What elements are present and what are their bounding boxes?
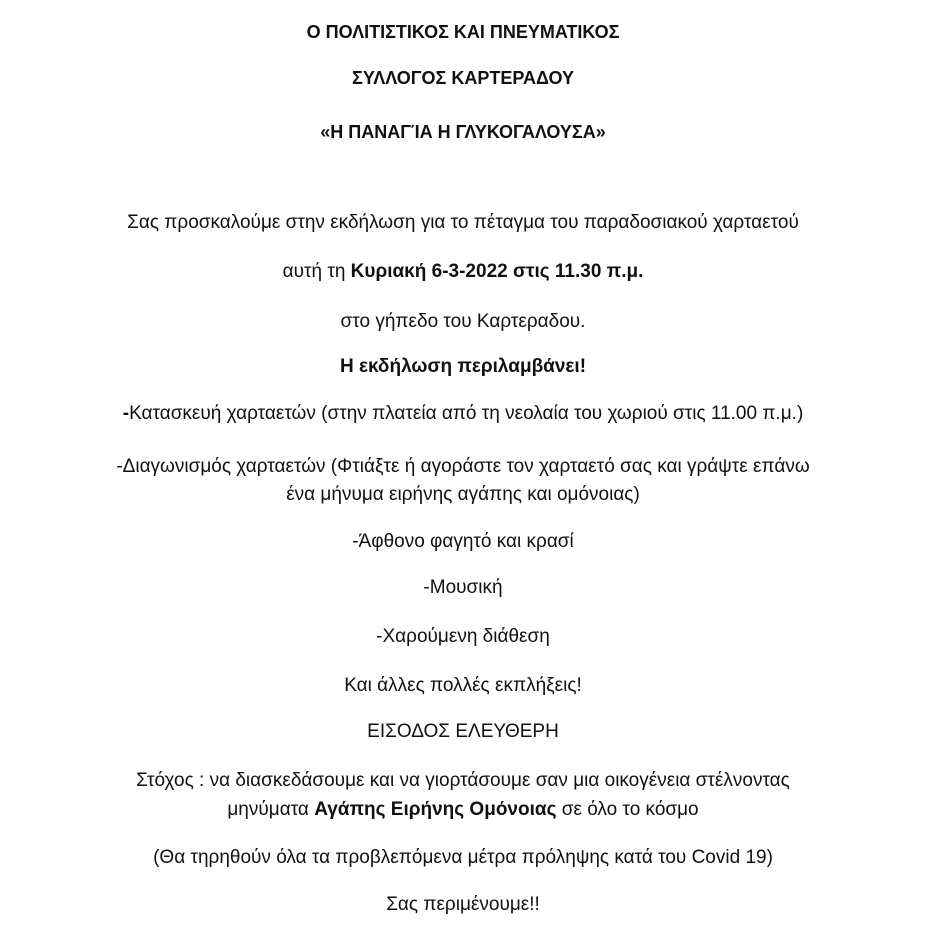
program-item-6: Και άλλες πολλές εκπλήξεις! bbox=[344, 675, 582, 696]
goal-line-2 bbox=[0, 798, 926, 822]
header-line-2: ΣΥΛΛΟΓΟΣ ΚΑΡΤΕΡΑΔΟΥ bbox=[352, 68, 574, 88]
program-title-text: Η εκδήλωση περιλαμβάνει! bbox=[339, 356, 587, 377]
invitation-date bbox=[0, 260, 926, 284]
date-bold: Κυριακή 6-3-2022 στις 11.30 π.μ. bbox=[350, 261, 644, 282]
header-line-1: Ο ΠΟΛΙΤΙΣΤΙΚΟΣ ΚΑΙ ΠΝΕΥΜΑΤΙΚΟΣ bbox=[306, 22, 620, 42]
invitation-venue: στο γήπεδο του Καρτεραδου. bbox=[340, 311, 586, 332]
program-item-5: -Χαρούμενη διάθεση bbox=[376, 626, 550, 647]
goal-line-2-bold: Αγάπης Ειρήνης Ομόνοιας bbox=[314, 799, 557, 820]
program-title bbox=[0, 355, 926, 379]
header-line-3: «Η ΠΑΝΑΓΊΑ Η ΓΛΥΚΟΓΑΛΟΥΣΑ» bbox=[320, 122, 606, 142]
program-item-2-line-2: ένα μήνυμα ειρήνης αγάπης και ομόνοιας) bbox=[286, 484, 640, 505]
program-item-1-dash: - bbox=[122, 403, 130, 424]
goal-line-2-prefix: μηνύματα bbox=[227, 799, 315, 820]
covid-note: (Θα τηρηθούν όλα τα προβλεπόμενα μέτρα πρόληψης κατά του Covid 19) bbox=[153, 847, 773, 868]
program-item-3: -Άφθονο φαγητό και κρασί bbox=[352, 531, 574, 552]
goal-line-2-suffix: σε όλο το κόσμο bbox=[556, 799, 699, 820]
program-item-2-line-1: -Διαγωνισμός χαρταετών (Φτιάξτε ή αγοράστε τον χαρταετό σας και γράψτε επάνω bbox=[116, 456, 810, 477]
invitation-intro: Σας προσκαλούμε στην εκδήλωση για το πέταγμα του παραδοσιακού χαρταετού bbox=[127, 212, 799, 233]
program-item-1-text: Κατασκευή χαρταετών (στην πλατεία από τη νεολαία του χωριού στις 11.00 π.μ.) bbox=[129, 403, 804, 424]
program-item-4: -Μουσική bbox=[423, 577, 503, 598]
free-entry: ΕΙΣΟΔΟΣ ΕΛΕΥΘΕΡΗ bbox=[367, 721, 559, 742]
closing-line: Σας περιμένουμε!! bbox=[386, 894, 540, 915]
program-item-1 bbox=[0, 402, 926, 426]
goal-line-1: Στόχος : να διασκεδάσουμε και να γιορτάσουμε σαν μια οικογένεια στέλνοντας bbox=[136, 770, 790, 791]
date-prefix: αυτή τη bbox=[282, 261, 351, 282]
